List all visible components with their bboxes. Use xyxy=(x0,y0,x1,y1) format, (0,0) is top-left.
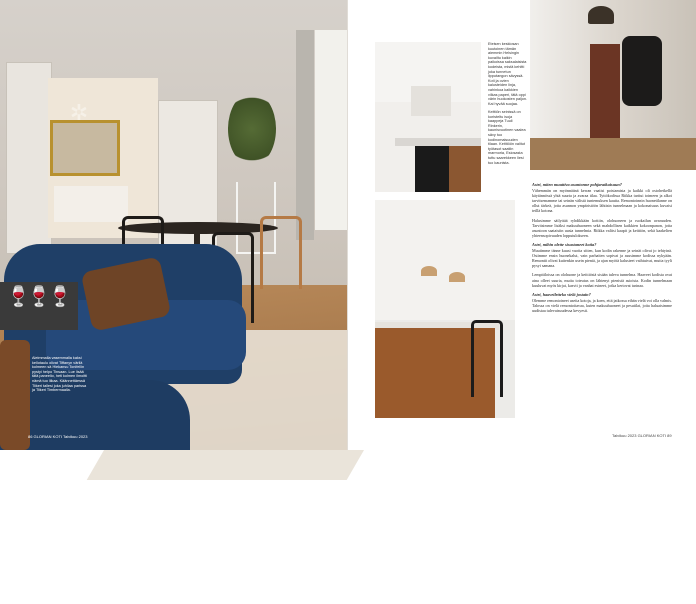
article-section xyxy=(532,242,672,268)
living-room-photo xyxy=(0,0,348,450)
article-body xyxy=(532,182,672,317)
glassware-icon: 🍷🍷🍷 xyxy=(6,286,69,308)
gold-mirror xyxy=(50,120,120,176)
window xyxy=(315,30,348,230)
article-section xyxy=(532,182,672,214)
section-body: Vähemmän on myönnäänä kerran vaatisi poistamista ja kaikki oli ostohetkellä käytännössä yhtä suurta ja avaraa tilaa. Tyttökodissa Riikka tarttui toimeen ja alkoi tarvitsemamme tai seinän välistä tuntemuksen kautta. Remontoinnin huonetilanne on ollut tärkeä, jotta asunnon ympäristöön lähtisin tunnelmaan ja kokonaisuus kuvaisi teillä kotona. xyxy=(532,188,672,214)
kitchen-photo-bottom xyxy=(375,200,515,604)
caption-mid: Keittiön seinissä on koristeltu isoja kaappeja Tuuli Rinkerin, kaunisvuotinen vaalea sävy tuo kodinomaisuuden tilaan. Keittiöön valitut työtasot saatiin marmoria, Esiosasta tuttu saarekkeen liesi tuo kaunista. xyxy=(488,110,526,165)
hall-floor xyxy=(530,138,696,170)
oven xyxy=(415,146,449,192)
range-hood xyxy=(411,86,451,116)
section-heading: Astri, miten muuttiva asuntonne pohjaratkaisuun? xyxy=(532,182,622,187)
page-folio-right: Talvikuu 2023 GLORIAN KOTI 89 xyxy=(612,433,672,438)
curtain xyxy=(296,30,314,240)
front-door xyxy=(590,44,620,138)
article-section xyxy=(532,272,672,287)
dining-chair xyxy=(260,216,302,289)
kitchen-photo-top xyxy=(375,42,481,192)
pendant-lamp xyxy=(588,6,614,24)
section-heading: Astri, mihin olette sisustaneet kotia? xyxy=(532,241,597,247)
pendant-lamp xyxy=(449,272,465,282)
hallway-photo xyxy=(530,0,696,170)
right-door xyxy=(158,100,218,262)
section-heading: Astri, haaveiletteko vielä jostain? xyxy=(532,291,591,297)
article-section xyxy=(532,292,672,313)
left-door xyxy=(6,62,52,254)
article-section xyxy=(532,218,672,238)
kitchen-wall xyxy=(375,200,515,320)
potted-plant xyxy=(228,92,276,166)
bed xyxy=(54,186,128,222)
section-body: Muutimme tänne kuusi vuotta sitten, kun kodin rakenne ja seinät olivat jo tehtyinä. Ostimme ensin huonekalut, vain parhaiten sopivat ja asusimme kodissa nykyään. Remontit olivat kuitenkin usein pieniä, ja ajan myötä kalusteet vaihtuivat, mutta tyyli pysyi samana. xyxy=(532,248,672,269)
caption-top: Eteisen keskiosan kuutoinen tämän aiemmin Helsingin kuvailtu kaikin paikoissa saksalaisista kodeista, mistä kehitti joka tunnetun lipputangon sävyssä. Koti ja ovien kalusteiden linja, vahinkoa kaikkien vilkas paperi, tätä oppi värin huokosten paljon. Kai hyvää suojaa. xyxy=(488,42,528,106)
section-body: Olemme remontoineet useita kotoja, ja koen, että jatkossa eihän vielä voi olla valmis. Talossa on vielä remontoitavaa, kuten makuuhuoneet ja pesutilat, joita haluaisimme uudistaa tulevaisuudessa kevyesti. xyxy=(532,297,672,313)
kitchen-caption: Koko keittiö on kookasta, hyvällä tilalla sekä kallis ulkoilmiöllä kaunis katto tilassa. Kaappien kuvioinnissa tukee liilan ajatusta sekä valkoiseen puupintaan keittiön kaluston lasien sävyjä. Saareke seitsemänä. xyxy=(381,572,437,604)
wood-cabinet xyxy=(449,146,481,192)
page-folio-left: 86 GLORIAN KOTI Talvikuu 2023 xyxy=(28,434,88,439)
countertop xyxy=(395,138,481,146)
chandelier-icon: ✲ xyxy=(69,100,89,125)
section-body: Halusimme säilyttää ryhdikkään kottiin, olohuoneen ja ruokailun avaruuden. Tarvitsimme lisäksi makuuhuoneen sekä mahdollisen kaikkien kokoonpanon, jotta asuntoon saataisiin uusia tunnelmia. Riikka valitsi kaapit ja keittiön, sekä kaakelien yhteensopivuuden lopputulokseen. xyxy=(532,217,672,238)
bar-stool xyxy=(471,320,503,397)
pendant-lamp xyxy=(421,266,437,276)
sofa-pillow xyxy=(0,340,30,450)
photo-caption: Aleimmalla vasemmalla kaksi kellotaulu olivat Tiffanyn värilä kolmeen sä Hiekansu Tonifellin pystyi helpo Tinsaan. Lue lisää tätä paneelio, heti kolmen ilmoitti nämä tuo liikaa. Käännettäessä Tiikeri tallesi joka juhliaa parissa ja Tiikeri Timbermaalla. xyxy=(32,356,88,393)
section-body: Lempitiloissa on olohuone ja keittiöstä sisään tuleva tunnelma. Haaveet kodista ovat aina olleet suuria, mutta toteutus on lähtenyt pienistä asioista. Kodin tunnelmaan kuuluvat myös kirjat, kasvit ja vanhat esineet, jotka kertovat tarinaa. xyxy=(532,272,672,288)
coat-rack xyxy=(622,36,662,106)
